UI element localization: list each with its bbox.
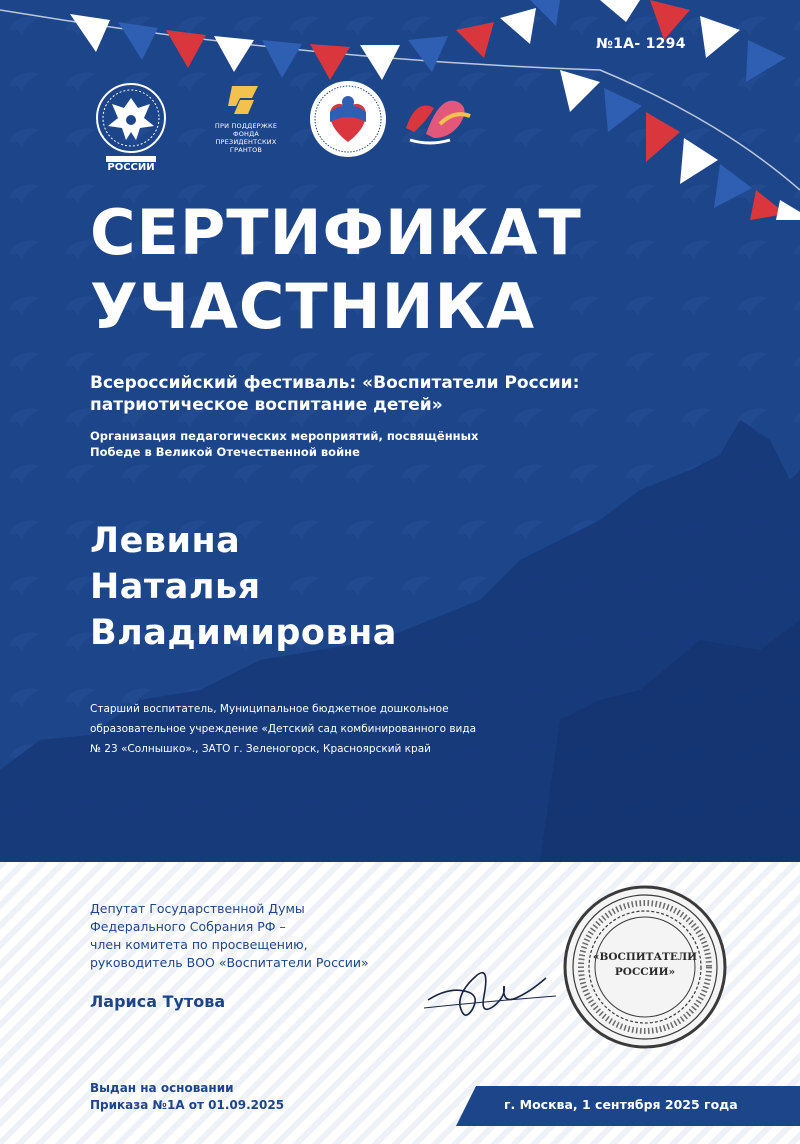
logo2-line1: ПРИ ПОДДЕРЖКЕ: [214, 122, 278, 130]
recipient-patronymic: Владимировна: [90, 613, 397, 653]
title-line2: УЧАСТНИКА: [90, 270, 536, 343]
recipient-first-name: Наталья: [90, 567, 261, 607]
logo-round-festival: [306, 76, 390, 162]
festival-subtitle: [90, 428, 710, 460]
position-line3: № 23 «Солнышко»., ЗАТО г. Зеленогорск, Красноярский край: [90, 743, 431, 755]
festival-line1: Всероссийский фестиваль: «Воспитатели России:: [90, 373, 580, 393]
title-line1: СЕРТИФИКАТ: [90, 196, 582, 269]
handwritten-signature: [420, 956, 560, 1036]
position-line1: Старший воспитатель, Муниципальное бюджетное дошкольное: [90, 703, 449, 715]
position-line2: образовательное учреждение «Детский сад комбинированного вида: [90, 723, 477, 735]
recipient-surname: Левина: [90, 521, 241, 561]
ribbon-swirl-icon: [400, 88, 478, 150]
heart-circle-logo-icon: [306, 76, 390, 162]
seal-text: [580, 950, 710, 980]
seal-line2: РОССИИ»: [614, 966, 676, 978]
festival-name: [90, 372, 740, 416]
logo2-line3: ПРЕЗИДЕНТСКИХ: [215, 138, 277, 146]
basis-line2: Приказа №1А от 01.09.2025: [90, 1098, 285, 1112]
subtitle-line2: Победе в Великой Отечественной войне: [90, 445, 360, 459]
basis-line1: Выдан на основании: [90, 1081, 234, 1095]
logo-vospitateli-rossii: [92, 80, 170, 176]
logo2-line2: ФОНДА: [232, 130, 260, 138]
issue-basis: [90, 1080, 284, 1114]
recipient-name: [90, 518, 690, 656]
official-seal-stamp: [560, 882, 730, 1052]
signer-name: Лариса Тутова: [90, 992, 226, 1011]
certificate-bottom-panel: [0, 862, 800, 1144]
city-date: г. Москва, 1 сентября 2025 года: [504, 1097, 738, 1112]
logo-presidential-grants-fund: [200, 84, 292, 174]
logo2-line4: ГРАНТОВ: [229, 146, 263, 154]
festival-line2: патриотическое воспитание детей»: [90, 395, 443, 415]
certificate-number: №1А- 1294: [596, 36, 686, 52]
seal-line1: «ВОСПИТАТЕЛИ: [592, 951, 698, 963]
signer-title-line3: член комитета по просвещению,: [90, 937, 308, 952]
grants-fund-icon: [200, 84, 292, 120]
signer-title-line1: Депутат Государственной Думы: [90, 901, 305, 916]
logo-ribbon-mark: [400, 88, 478, 150]
certificate-title: [90, 196, 582, 344]
subtitle-line1: Организация педагогических мероприятий, посвящённых: [90, 429, 479, 443]
logo2-caption: [200, 122, 292, 154]
recipient-position: [90, 699, 620, 759]
signer-title-line4: руководитель ВОО «Воспитатели России»: [90, 955, 369, 970]
signer-title-line2: Федерального Собрания РФ –: [90, 919, 286, 934]
logo1-text: РОССИИ: [107, 162, 155, 173]
city-date-band: [476, 1086, 800, 1126]
